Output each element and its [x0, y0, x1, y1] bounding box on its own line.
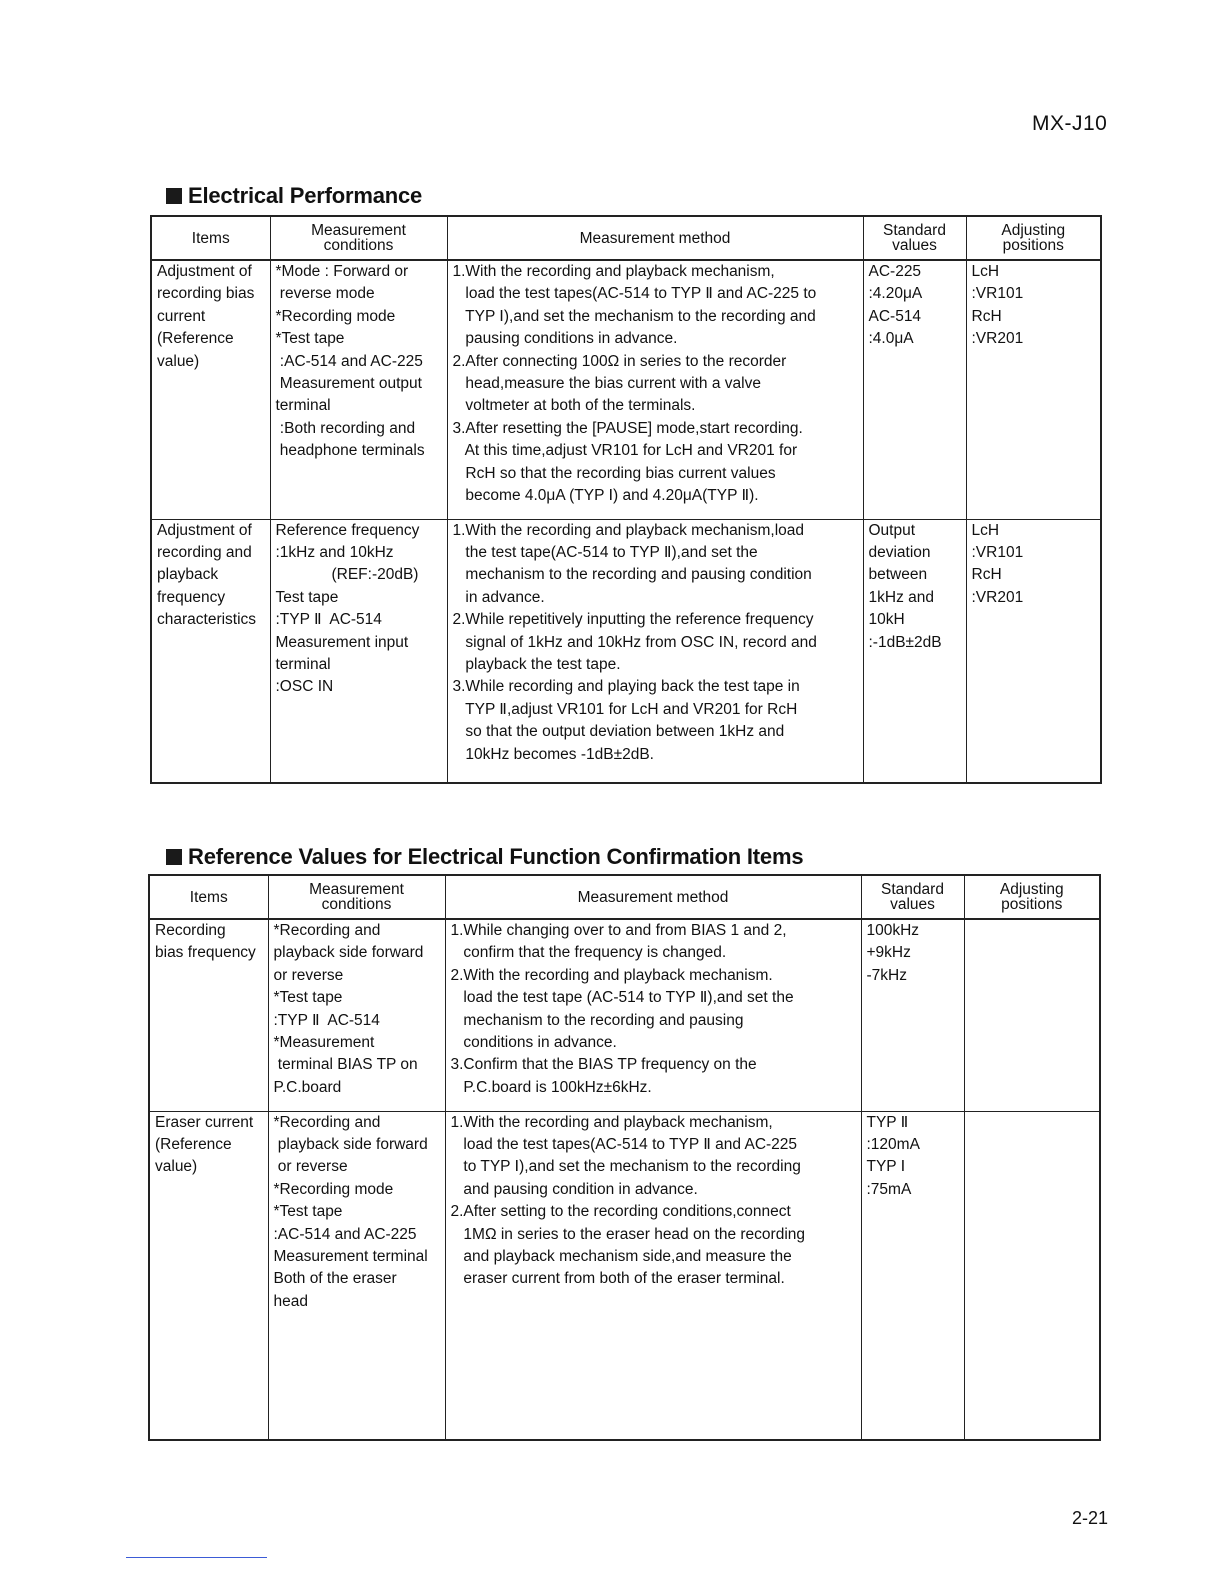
text-line: values [892, 237, 937, 254]
item-cell [150, 1112, 268, 1179]
text-line: positions [1002, 237, 1064, 254]
text-line: *Recording and [273, 1113, 381, 1131]
text-line: :AC-514 and AC-225 [273, 1225, 417, 1243]
text-line: :VR201 [971, 330, 1024, 348]
text-line: deviation [868, 543, 931, 561]
text-line: Reference frequency [275, 521, 420, 539]
text-line: recording and [157, 543, 252, 561]
text-line: P.C.board [273, 1078, 342, 1096]
text-line: 1.With the recording and playback mechanism,load [452, 521, 805, 539]
text-line: mechanism to the recording and pausing condition [452, 566, 812, 584]
text-line: playback side forward [273, 1135, 428, 1153]
text-line: :-1dB±2dB [868, 633, 942, 651]
text-line: At this time,adjust VR101 for LcH and VR201 for [452, 442, 798, 460]
section-title-text: Electrical Performance [188, 183, 423, 208]
text-line: confirm that the frequency is changed. [450, 944, 727, 962]
header-standard [861, 875, 964, 919]
text-line: *Measurement [273, 1034, 375, 1052]
text-line: playback the test tape. [452, 655, 621, 673]
table-row [149, 1111, 1100, 1440]
adjusting-cell [967, 261, 1101, 351]
text-line: :OSC IN [275, 678, 334, 696]
header-adjusting [964, 875, 1100, 919]
table-row [151, 260, 1101, 519]
text-line: -7kHz [866, 966, 907, 984]
text-line: 2.With the recording and playback mechanism. [450, 966, 773, 984]
text-line: load the test tapes(AC-514 to TYP Ⅱ and AC-225 to [452, 285, 817, 303]
text-line: Both of the eraser [273, 1270, 397, 1288]
reference-values-table [148, 874, 1101, 1441]
text-line: recording bias [157, 285, 255, 303]
text-line: LcH [971, 521, 1000, 539]
text-line: Test tape [275, 588, 339, 606]
text-line: :120mA [866, 1135, 920, 1153]
square-bullet-icon [166, 188, 182, 204]
electrical-performance-table [150, 215, 1102, 784]
text-line: in advance. [452, 588, 545, 606]
text-line: to TYP Ⅰ),and set the mechanism to the recording [450, 1158, 801, 1176]
text-line: (Reference [157, 330, 234, 348]
text-line: TYP Ⅰ),and set the mechanism to the recording and [452, 307, 816, 325]
header-conditions [270, 216, 447, 260]
text-line: *Recording and [273, 922, 381, 939]
text-line: *Recording mode [275, 307, 396, 325]
text-line: :TYP Ⅱ AC-514 [275, 611, 382, 629]
text-line: *Test tape [273, 1203, 343, 1221]
standard-cell [864, 520, 966, 654]
text-line: mechanism to the recording and pausing [450, 1011, 744, 1029]
conditions-cell [271, 261, 447, 463]
text-line: AC-514 [868, 307, 922, 325]
text-line: positions [1001, 896, 1063, 913]
text-line: :4.0μA [868, 330, 914, 348]
model-number: MX-J10 [1032, 112, 1108, 135]
text-line: terminal BIAS TP on [273, 1056, 418, 1074]
text-line: RcH [971, 566, 1002, 584]
text-line: values [890, 896, 935, 913]
text-line: conditions [323, 237, 394, 254]
text-line: Measurement input [275, 633, 409, 651]
item-cell [152, 520, 270, 632]
square-bullet-icon [166, 849, 182, 865]
text-line: pausing conditions in advance. [452, 330, 678, 348]
text-line: Standard [881, 881, 944, 898]
text-line: conditions [321, 896, 392, 913]
standard-cell [862, 1112, 964, 1202]
table-row [149, 919, 1100, 1111]
item-cell [152, 261, 270, 373]
text-line: head [273, 1292, 308, 1310]
text-line: or reverse [273, 966, 344, 984]
text-line: terminal [275, 655, 331, 673]
text-line: Recording [155, 922, 226, 939]
text-line: Adjustment of [157, 263, 252, 280]
text-line: value) [157, 352, 200, 370]
section-title-reference-values [166, 844, 803, 870]
standard-cell [864, 261, 966, 351]
text-line: 1.With the recording and playback mechanism, [450, 1113, 773, 1131]
text-line: conditions in advance. [450, 1034, 617, 1052]
table-header-row [149, 875, 1100, 919]
text-line: 3.While recording and playing back the test tape in [452, 678, 800, 696]
text-line: 2.While repetitively inputting the reference frequency [452, 611, 814, 629]
text-line: :TYP Ⅱ AC-514 [273, 1011, 380, 1029]
text-line: 100kHz [866, 922, 920, 939]
text-line: between [868, 566, 928, 584]
header-conditions [268, 875, 445, 919]
text-line: LcH [971, 263, 1000, 280]
text-line: 1MΩ in series to the eraser head on the recording [450, 1225, 806, 1243]
text-line: :AC-514 and AC-225 [275, 352, 423, 370]
text-line: load the test tape (AC-514 to TYP Ⅱ),and set the [450, 989, 794, 1007]
text-line: playback [157, 566, 219, 584]
text-line: (Reference [155, 1135, 232, 1153]
text-line: Eraser current [155, 1113, 254, 1131]
text-line: *Recording mode [273, 1180, 394, 1198]
text-line: 10kHz becomes -1dB±2dB. [452, 745, 654, 763]
text-line: so that the output deviation between 1kHz and [452, 723, 785, 741]
method-cell [446, 920, 861, 1099]
header-items: Items [149, 875, 268, 919]
text-line: 2.After connecting 100Ω in series to the recorder [452, 352, 787, 370]
text-line: load the test tapes(AC-514 to TYP Ⅱ and AC-225 [450, 1135, 798, 1153]
text-line: and playback mechanism side,and measure the [450, 1247, 792, 1265]
text-line: 3.Confirm that the BIAS TP frequency on the [450, 1056, 757, 1074]
standard-cell [862, 920, 964, 987]
header-adjusting [966, 216, 1101, 260]
conditions-cell [271, 520, 447, 699]
text-line: reverse mode [275, 285, 375, 303]
text-line: :4.20μA [868, 285, 923, 303]
text-line: characteristics [157, 611, 257, 629]
text-line: 1kHz and [868, 588, 934, 606]
text-line: 10kH [868, 611, 905, 629]
text-line: eraser current from both of the eraser terminal. [450, 1270, 785, 1288]
text-line: Adjustment of [157, 521, 252, 539]
text-line: :1kHz and 10kHz [275, 543, 394, 561]
method-cell [448, 520, 863, 766]
text-line: head,measure the bias current with a valve [452, 375, 761, 393]
text-line: headphone terminals [275, 442, 425, 460]
table-row [151, 519, 1101, 783]
text-line: :VR201 [971, 588, 1024, 606]
text-line: P.C.board is 100kHz±6kHz. [450, 1078, 652, 1096]
text-line: Output [868, 521, 916, 539]
text-line: bias frequency [155, 944, 256, 962]
text-line: value) [155, 1158, 198, 1176]
text-line: or reverse [273, 1158, 348, 1176]
conditions-cell [269, 920, 445, 1099]
method-cell [446, 1112, 861, 1291]
text-line: terminal [275, 397, 331, 415]
text-line: AC-225 [868, 263, 922, 280]
adjusting-cell [967, 520, 1101, 610]
text-line: 2.After setting to the recording conditions,connect [450, 1203, 791, 1221]
text-line: Adjusting [1001, 222, 1066, 239]
text-line: *Test tape [273, 989, 343, 1007]
table-header-row [151, 216, 1101, 260]
bottom-rule [126, 1557, 267, 1558]
text-line: RcH so that the recording bias current values [452, 464, 776, 482]
item-cell [150, 920, 268, 965]
header-standard [863, 216, 966, 260]
header-method: Measurement method [447, 216, 863, 260]
text-line: signal of 1kHz and 10kHz from OSC IN, record and [452, 633, 817, 651]
text-line: :75mA [866, 1180, 912, 1198]
text-line: RcH [971, 307, 1002, 325]
text-line: 1.While changing over to and from BIAS 1 and 2, [450, 922, 787, 939]
text-line: become 4.0μA (TYP Ⅰ) and 4.20μA(TYP Ⅱ). [452, 487, 759, 505]
header-items: Items [151, 216, 270, 260]
conditions-cell [269, 1112, 445, 1314]
header-method: Measurement method [445, 875, 861, 919]
text-line: Adjusting [999, 881, 1064, 898]
method-cell [448, 261, 863, 507]
text-line: and pausing condition in advance. [450, 1180, 698, 1198]
text-line: :VR101 [971, 543, 1024, 561]
text-line: Measurement output [275, 375, 422, 393]
text-line: (REF:-20dB) [275, 566, 419, 584]
text-line: frequency [157, 588, 226, 606]
text-line: *Test tape [275, 330, 345, 348]
text-line: voltmeter at both of the terminals. [452, 397, 696, 415]
text-line: Measurement terminal [273, 1247, 428, 1265]
text-line: *Mode : Forward or [275, 263, 409, 280]
text-line: 1.With the recording and playback mechanism, [452, 263, 775, 280]
text-line: :VR101 [971, 285, 1024, 303]
text-line: :Both recording and [275, 419, 416, 437]
text-line: TYP Ⅱ,adjust VR101 for LcH and VR201 for RcH [452, 700, 798, 718]
page-number: 2-21 [1072, 1508, 1109, 1528]
text-line: 3.After resetting the [PAUSE] mode,start recording. [452, 419, 803, 437]
text-line: TYP Ⅰ [866, 1158, 906, 1176]
text-line: current [157, 307, 206, 325]
text-line: playback side forward [273, 944, 424, 962]
text-line: Standard [883, 222, 946, 239]
text-line: the test tape(AC-514 to TYP Ⅱ),and set the [452, 543, 758, 561]
text-line: TYP Ⅱ [866, 1113, 909, 1131]
section-title-text: Reference Values for Electrical Function Confirmation Items [188, 844, 804, 869]
text-line: Measurement [309, 881, 404, 898]
text-line: Measurement [311, 222, 406, 239]
section-title-electrical-performance [166, 183, 422, 209]
text-line: +9kHz [866, 944, 911, 962]
